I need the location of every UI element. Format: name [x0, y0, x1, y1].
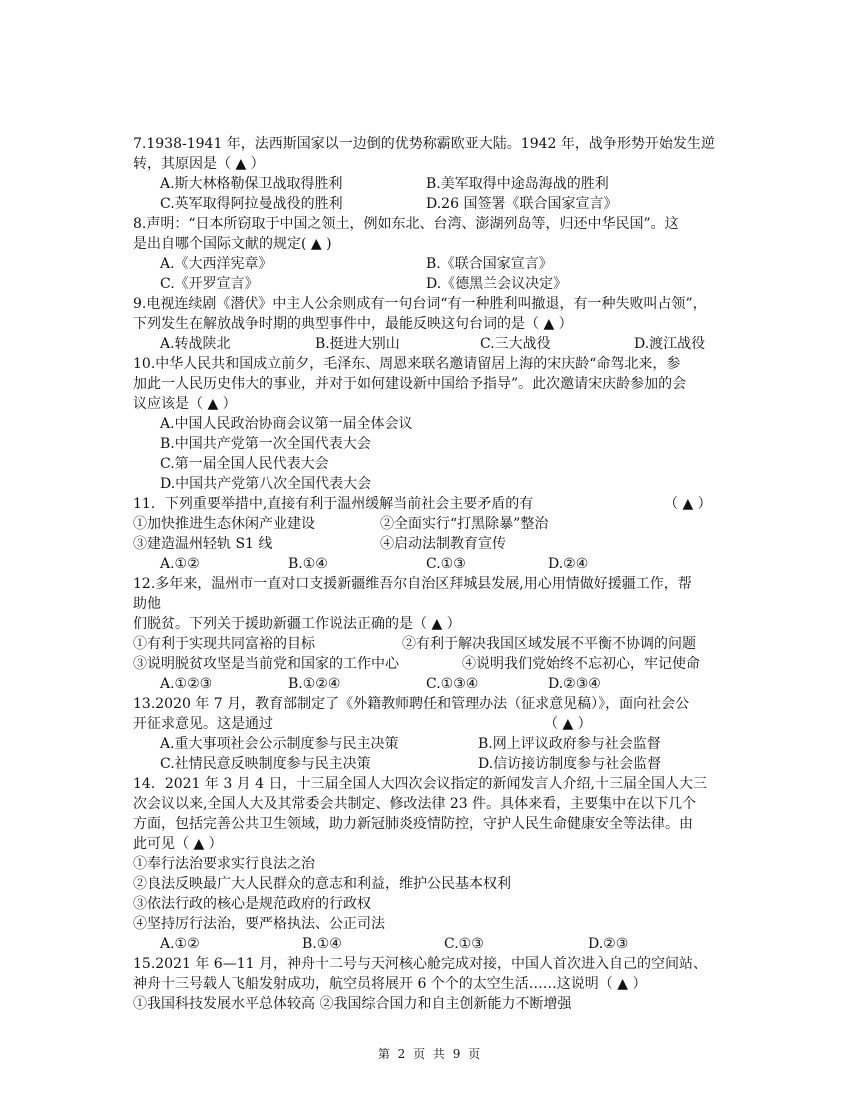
q14-stem-line2: 次会议以来,全国人大及其常委会共制定、修改法律 23 件。具体来看，主要集中在以下几个: [133, 796, 697, 812]
q14-statement-4: ④坚持厉行法治，要严格执法、公正司法: [133, 916, 385, 932]
q11-statement-3: ③建造温州轻轨 S1 线: [133, 536, 273, 552]
q13-stem-line2: 开征求意见。这是通过: [133, 716, 273, 732]
q12-statement-1: ①有利于实现共同富裕的目标: [133, 636, 315, 652]
q11-answer-mark: （ ▲ ）: [664, 496, 712, 512]
q8-option-a: A.《大西洋宪章》: [160, 256, 273, 272]
q13-option-d: D.信访接访制度参与社会监督: [478, 756, 662, 772]
q11-statement-1: ①加快推进生态休闲产业建设: [133, 516, 315, 532]
q14-stem-line4: 此可见（ ▲ ）: [133, 836, 223, 852]
q8-option-c: C.《开罗宣言》: [160, 276, 259, 292]
q9-option-d: D.渡江战役: [634, 336, 706, 352]
q7-stem-line1: 7.1938-1941 年，法西斯国家以一边倒的优势称霸欧亚大陆。1942 年，战争形势开始发生逆: [133, 136, 715, 152]
q14-stem-line3: 方面，包括完善公共卫生领域，助力新冠肺炎疫情防控，守护人民生命健康安全等法律。由: [133, 816, 693, 832]
q11-statement-2: ②全面实行“打黑除暴”整治: [380, 516, 549, 532]
q10-option-a: A.中国人民政治协商会议第一届全体会议: [160, 416, 413, 432]
q13-option-a: A.重大事项社会公示制度参与民主决策: [160, 736, 399, 752]
q12-statement-4: ④说明我们党始终不忘初心，牢记使命: [462, 656, 700, 672]
q9-stem-line2: 下列发生在解放战争时期的典型事件中，最能反映这句台词的是（ ▲ ）: [133, 316, 573, 332]
q12-statement-3: ③说明脱贫攻坚是当前党和国家的工作中心: [133, 656, 399, 672]
q12-statement-2: ②有利于解决我国区域发展不平衡不协调的问题: [402, 636, 696, 652]
q12-stem-line1: 12.多年来，温州市一直对口支援新疆维吾尔自治区拜城县发展,用心用情做好援疆工作，帮: [133, 576, 692, 592]
q10-stem-line2: 加此一人民历史伟大的事业，并对于如何建设新中国给予指导”。此次邀请宋庆龄参加的会: [133, 376, 687, 392]
q12-option-c: C.①③④: [426, 676, 479, 692]
q10-option-d: D.中国共产党第八次全国代表大会: [160, 476, 372, 492]
q15-stem-line2: 神舟十三号载人飞船发射成功，航空员将展开 6 个个的太空生活……这说明（ ▲ ）: [133, 976, 647, 992]
q11-option-b: B.①④: [288, 556, 328, 572]
q14-statement-3: ③依法行政的核心是规范政府的行政权: [133, 896, 371, 912]
q9-option-b: B.挺进大别山: [315, 336, 400, 352]
q14-statement-2: ②良法反映最广大人民群众的意志和利益，维护公民基本权利: [133, 876, 511, 892]
q14-option-c: C.①③: [444, 936, 484, 952]
q15-stem-line1: 15.2021 年 6—11 月，神舟十二号与天河核心舱完成对接，中国人首次进入自己的空间站、: [133, 956, 707, 972]
q14-stem-line1: 14．2021 年 3 月 4 日，十三届全国人大四次会议指定的新闻发言人介绍,十三届全国人大三: [133, 776, 707, 792]
q7-option-b: B.美军取得中途岛海战的胜利: [426, 176, 609, 192]
q14-option-a: A.①②: [160, 936, 200, 952]
q10-stem-line1: 10.中华人民共和国成立前夕，毛泽东、周恩来联名邀请留居上海的宋庆龄“命驾北来，参: [133, 356, 681, 372]
q13-option-c: C.社情民意反映制度参与民主决策: [160, 756, 371, 772]
q14-statement-1: ①奉行法治要求实行良法之治: [133, 856, 315, 872]
q14-option-d: D.②③: [588, 936, 629, 952]
q12-option-a: A.①②③: [160, 676, 213, 692]
q8-option-b: B.《联合国家宣言》: [426, 256, 553, 272]
q8-stem-line1: 8.声明：“日本所窃取于中国之领土，例如东北、台湾、澎湖列岛等，归还中华民国”。这: [133, 216, 679, 232]
q11-option-d: D.②④: [548, 556, 589, 572]
q10-stem-line3: 议应该是（ ▲ ）: [133, 396, 237, 412]
q12-option-d: D.②③④: [548, 676, 601, 692]
q14-option-b: B.①④: [302, 936, 342, 952]
q9-option-c: C.三大战役: [480, 336, 551, 352]
q8-option-d: D.《德黑兰会议决定》: [426, 276, 568, 292]
q9-stem-line1: 9.电视连续剧《潜伏》中主人公余则成有一句台词“有一种胜利叫撤退，有一种失败叫占领”，: [133, 296, 707, 312]
page-number: 第 2 页 共 9 页: [377, 1047, 483, 1061]
q12-stem-line2: 助他: [133, 596, 161, 612]
q11-option-a: A.①②: [160, 556, 200, 572]
q10-option-b: B.中国共产党第一次全国代表大会: [160, 436, 371, 452]
q9-option-a: A.转战陕北: [160, 336, 231, 352]
q11-option-c: C.①③: [426, 556, 466, 572]
q13-option-b: B.网上评议政府参与社会监督: [478, 736, 661, 752]
q15-statements: ①我国科技发展水平总体较高 ②我国综合国力和自主创新能力不断增强: [133, 996, 572, 1012]
q13-answer-mark: （ ▲ ）: [544, 716, 592, 732]
q7-stem-line2: 转，其原因是（ ▲ ）: [133, 156, 265, 172]
q13-stem-line1: 13.2020 年 7 月，教育部制定了《外籍教师聘任和管理办法（征求意见稿）》，面向社会公: [133, 696, 690, 712]
q11-statement-4: ④启动法制教育宣传: [380, 536, 506, 552]
q12-stem-line3: 们脱贫。下列关于援助新疆工作说法正确的是（ ▲ ）: [133, 616, 461, 632]
q7-option-c: C.英军取得阿拉曼战役的胜利: [160, 196, 343, 212]
q12-option-b: B.①②④: [288, 676, 341, 692]
q7-option-a: A.斯大林格勒保卫战取得胜利: [160, 176, 343, 192]
q8-stem-line2: 是出自哪个国际文献的规定( ▲ ): [133, 236, 332, 252]
q7-option-d: D.26 国签署《联合国家宣言》: [426, 196, 618, 212]
q11-stem-line1: 11．下列重要举措中,直接有利于温州缓解当前社会主要矛盾的有: [133, 496, 534, 512]
q10-option-c: C.第一届全国人民代表大会: [160, 456, 329, 472]
